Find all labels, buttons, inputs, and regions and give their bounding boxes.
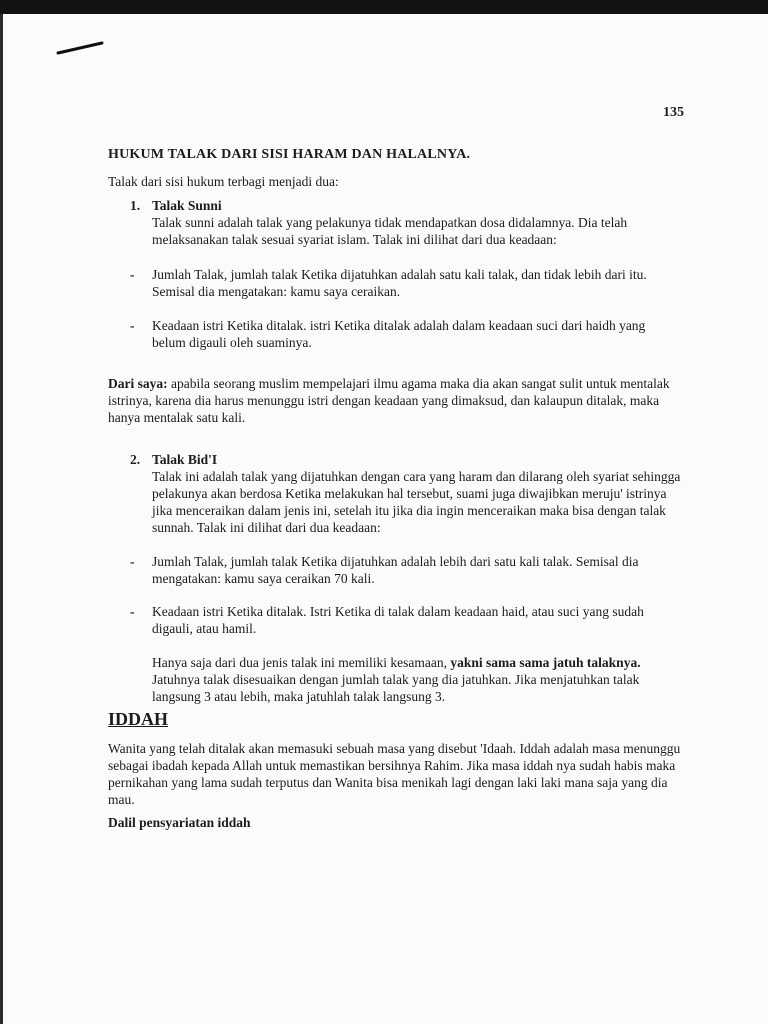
section-1-number: 1. bbox=[130, 198, 141, 213]
bullet-text: Keadaan istri Ketika ditalak. istri Ketika ditalak adalah dalam keadaan suci dari haidh yang belum digauli oleh suaminya. bbox=[152, 318, 646, 350]
section-1-bullet bbox=[130, 317, 682, 351]
section-1-title bbox=[130, 197, 222, 214]
section-1-text: Talak sunni adalah talak yang pelakunya tidak mendapatkan dosa didalamnya. Dia telah melaksanakan talak sesuai syariat islam. Talak ini dilihat dari dua keadaan: bbox=[152, 215, 628, 247]
section-2-number: 2. bbox=[130, 452, 141, 467]
closing-text-bold: yakni sama sama jatuh talaknya. bbox=[450, 655, 641, 670]
section-2-closing bbox=[152, 654, 682, 705]
opinion-text: apabila seorang muslim mempelajari ilmu agama maka dia akan sangat sulit untuk mentalak istrinya, karena dia harus menunggu istri dengan keadaan yang dimaksud, dan kalaupun ditalak, maka hanya mentalak satu kali. bbox=[108, 376, 670, 425]
section-2-bullet bbox=[130, 553, 682, 587]
scan-top-border bbox=[0, 0, 768, 14]
closing-text-end: Jatuhnya talak disesuaikan dengan jumlah talak yang dia jatuhkan. Jika menjatuhkan talak langsung 3 atau lebih, maka jatuhlah talak langsung 3. bbox=[152, 672, 640, 704]
section-2-bullet bbox=[130, 603, 682, 637]
section-2-text: Talak ini adalah talak yang dijatuhkan dengan cara yang haram dan dilarang oleh syariat sehingga pelakunya akan berdosa Ketika melakukan hal tersebut, suami juga diwajibkan meruju' istrinya jika menceraikan dalam jenis ini, setelah itu jika dia ingin menceraikan maka bisa dengan talak sunnah. Talak ini dilihat dari dua keadaan: bbox=[152, 469, 681, 535]
bullet-dash: - bbox=[130, 554, 135, 569]
section-1-bullet bbox=[130, 266, 682, 300]
section-2-title-text: Talak Bid'I bbox=[152, 452, 218, 467]
bullet-text: Jumlah Talak, jumlah talak Ketika dijatuhkan adalah lebih dari satu kali talak. Semisal dia mengatakan: kamu saya ceraikan 70 kali. bbox=[152, 554, 639, 586]
intro-text: Talak dari sisi hukum terbagi menjadi dua: bbox=[108, 174, 339, 189]
page-title: HUKUM TALAK DARI SISI HARAM DAN HALALNYA. bbox=[108, 147, 471, 162]
bullet-dash: - bbox=[130, 604, 135, 619]
bullet-dash: - bbox=[130, 318, 135, 333]
bullet-text: Jumlah Talak, jumlah talak Ketika dijatuhkan adalah satu kali talak, dan tidak lebih dari itu. Semisal dia mengatakan: kamu saya ceraikan. bbox=[152, 267, 647, 299]
opinion-paragraph bbox=[108, 375, 682, 426]
pen-mark bbox=[56, 38, 104, 58]
iddah-title: IDDAH bbox=[108, 709, 169, 729]
section-2-title bbox=[130, 451, 217, 468]
iddah-text: Wanita yang telah ditalak akan memasuki sebuah masa yang disebut 'Idaah. Iddah adalah masa menunggu sebagai ibadah kepada Allah untuk memastikan bersihnya Rahim. Jika masa iddah nya sudah habis maka pernikahan yang lama sudah terputus dan Wanita bisa menikah lagi dengan laki laki mana saja yang dia mau. bbox=[108, 741, 681, 807]
iddah-subheading: Dalil pensyariatan iddah bbox=[108, 815, 251, 830]
closing-text-start: Hanya saja dari dua jenis talak ini memiliki kesamaan, bbox=[152, 655, 451, 670]
bullet-text: Keadaan istri Ketika ditalak. Istri Ketika di talak dalam keadaan haid, atau suci yang sudah digauli, atau hamil. bbox=[152, 604, 644, 636]
section-1-title-text: Talak Sunni bbox=[152, 198, 222, 213]
bullet-dash: - bbox=[130, 267, 135, 282]
page-number: 135 bbox=[663, 105, 684, 120]
opinion-label: Dari saya: bbox=[108, 376, 168, 391]
scan-left-edge bbox=[0, 14, 3, 1024]
